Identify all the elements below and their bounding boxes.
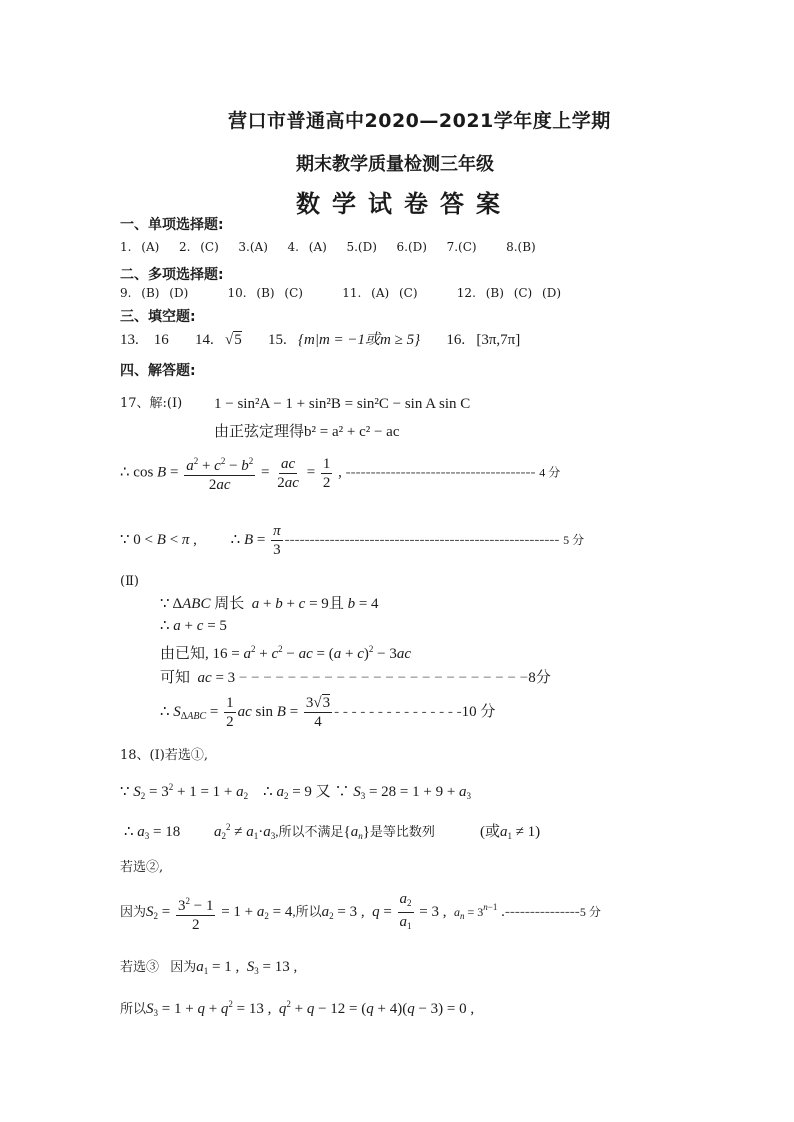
q13-answer: 16	[153, 332, 169, 348]
p17-B-result: ∵ 0 < B < π , ∴ B = $\frac{\pi}{3}$ ------------------------------------------------------- 5 分	[120, 523, 585, 558]
p17-score-4: 4 分	[539, 465, 561, 480]
q14-label: 14.	[195, 332, 214, 348]
p17-perimeter: 周长	[214, 596, 245, 612]
p17-known: 由已知,	[160, 646, 209, 662]
p18-label: 18、(Ⅰ)若选①,	[120, 748, 208, 763]
p18-score-5: 5 分	[579, 904, 601, 919]
p18-you: 又	[315, 784, 331, 800]
section4-heading: 四、解答题:	[120, 363, 196, 379]
p17-score-5: 5 分	[563, 532, 585, 547]
p18-line4: 若选③ 因为$a_1 = 1$ , $S_3 = 13$ ,	[120, 959, 298, 976]
p18-so3: 所以	[120, 1001, 147, 1016]
q16-answer: [3π,7π]	[476, 332, 521, 348]
title-line-2: 期末教学质量检测三年级	[296, 154, 494, 175]
sqrt-icon: √	[225, 332, 234, 348]
p18-or: 或	[484, 824, 500, 840]
p18-because: 因为	[120, 903, 147, 919]
p18-because3: 因为	[170, 959, 197, 974]
answer-7: 7.(C)	[446, 240, 477, 254]
q13-label: 13.	[120, 332, 139, 348]
answer-2: 2. (C)	[178, 240, 219, 254]
p17-score-8: 8分	[528, 670, 551, 686]
p18-line5: 所以$S_3 = 1 + q + q^2 = 13$ , $q^2 + q - 12 = (q + 4)(q - 3) = 0$ ,	[120, 999, 475, 1018]
section1-answers	[120, 240, 536, 254]
p18-line3: 因为$S_2$ = $\frac{3^2 - 1}{2}$ = $1 + a_2 = 4$,所以$a_2 = 3$ , q = $\frac{a_2}{a_1}$ = 3 , $a_n = 3^{n-1}$ .---------------5 分	[120, 891, 601, 933]
p18-not-satisfy: ,所以不满足	[275, 824, 344, 839]
p17-cosB-formula: ∴ cos B = $\frac{a^2 + c^2 - b^2}{2ac}$ = $\frac{ac}{2ac}$ = $\frac{1}{2}$ , -------------------------------------- 4 分	[120, 452, 560, 494]
q15-label: 15.	[267, 332, 287, 348]
section2-answers	[120, 286, 561, 300]
p17-part2-label: (Ⅱ)	[120, 574, 139, 589]
p17-part2-line4: 可知 ac = 3 − − − − − − − − − − − − − − − − − − − − − − − −8分	[160, 670, 551, 686]
section2-heading: 二、多项选择题:	[120, 267, 224, 283]
title-line-3: 数学试卷答案	[296, 190, 512, 218]
p18-line1: ∵ $S_2 = 3^2 + 1 = 1 + a_2$ ∴ $a_2 = 9$ 又 ∵ $S_3 = 28 = 1 + 9 + a_3$	[120, 782, 472, 801]
p18-choose2: 若选②,	[120, 860, 164, 875]
answer-9: 9. (B) (D)	[120, 286, 189, 300]
answer-5: 5.(D)	[346, 240, 377, 254]
p18-geom: 是等比数列	[369, 824, 435, 839]
section3-heading: 三、填空题:	[120, 309, 196, 325]
title-line-1: 营口市普通高中2020—2021学年度上学期	[228, 110, 611, 132]
p17-dash-10: - - - - - - - - - - - - - - -	[334, 703, 462, 720]
p18-choose3: 若选③	[120, 959, 160, 974]
answer-12: 12. (B) (C) (D)	[456, 286, 562, 300]
answer-6: 6.(D)	[396, 240, 427, 254]
section1-heading: 一、单项选择题:	[120, 217, 224, 233]
p17-line2: 由正弦定理得b² = a² + c² − ac	[214, 424, 400, 440]
q15-answer: {m|m = −1或m ≥ 5}	[297, 332, 421, 348]
p17-line1: 1 − sin²A − 1 + sin²B = sin²C − sin A sin C	[214, 396, 471, 412]
p17-label: 17、解:(Ⅰ)	[120, 396, 183, 411]
q14-answer: 5	[234, 332, 242, 348]
p18-line2: ∴ $a_3 = 18$ $a_2^2 \ne a_1\cdot a_3$,所以不满足$\{a_n\}$是等比数列 (或$a_1 \ne 1$)	[124, 822, 541, 841]
p17-part2-line5: ∴ $S_{\Delta ABC}$ = $\frac{1}{2}$ ac sin B = $\frac{3√3}{4}$ - - - - - - - - - - - - - - -10 分	[160, 695, 496, 730]
answer-8: 8.(B)	[506, 240, 536, 254]
p17-dash-8: − − − − − − − − − − − − − − − − − − − − − − − −	[235, 670, 529, 686]
p17-score-10: 10 分	[461, 703, 496, 720]
answer-1: 1. (A)	[120, 240, 160, 254]
p17-part2-line1: ∵ ΔABC 周长 a + b + c = 9且 b = 4	[160, 596, 379, 612]
answer-3: 3.(A)	[238, 240, 268, 254]
p17-part2-line2: ∴ a + c = 5	[160, 618, 227, 634]
answer-11: 11. (A) (C)	[342, 286, 418, 300]
p17-dash-5: -------------------------------------------------------	[284, 531, 560, 548]
section3-answers	[120, 328, 520, 349]
answer-4: 4. (A)	[287, 240, 327, 254]
answer-10: 10. (B) (C)	[227, 286, 303, 300]
p17-and: 且	[328, 596, 344, 612]
p18-so: ,所以	[292, 903, 322, 919]
p18-dash-5: ---------------	[504, 903, 580, 920]
p17-kezhi: 可知	[160, 670, 191, 686]
p17-dash-4: --------------------------------------	[345, 464, 536, 481]
q16-label: 16.	[446, 332, 466, 348]
p17-part2-line3: 由已知, $16 = a^2 + c^2$ − ac = $(a + c)^2 - 3ac$	[160, 644, 412, 662]
